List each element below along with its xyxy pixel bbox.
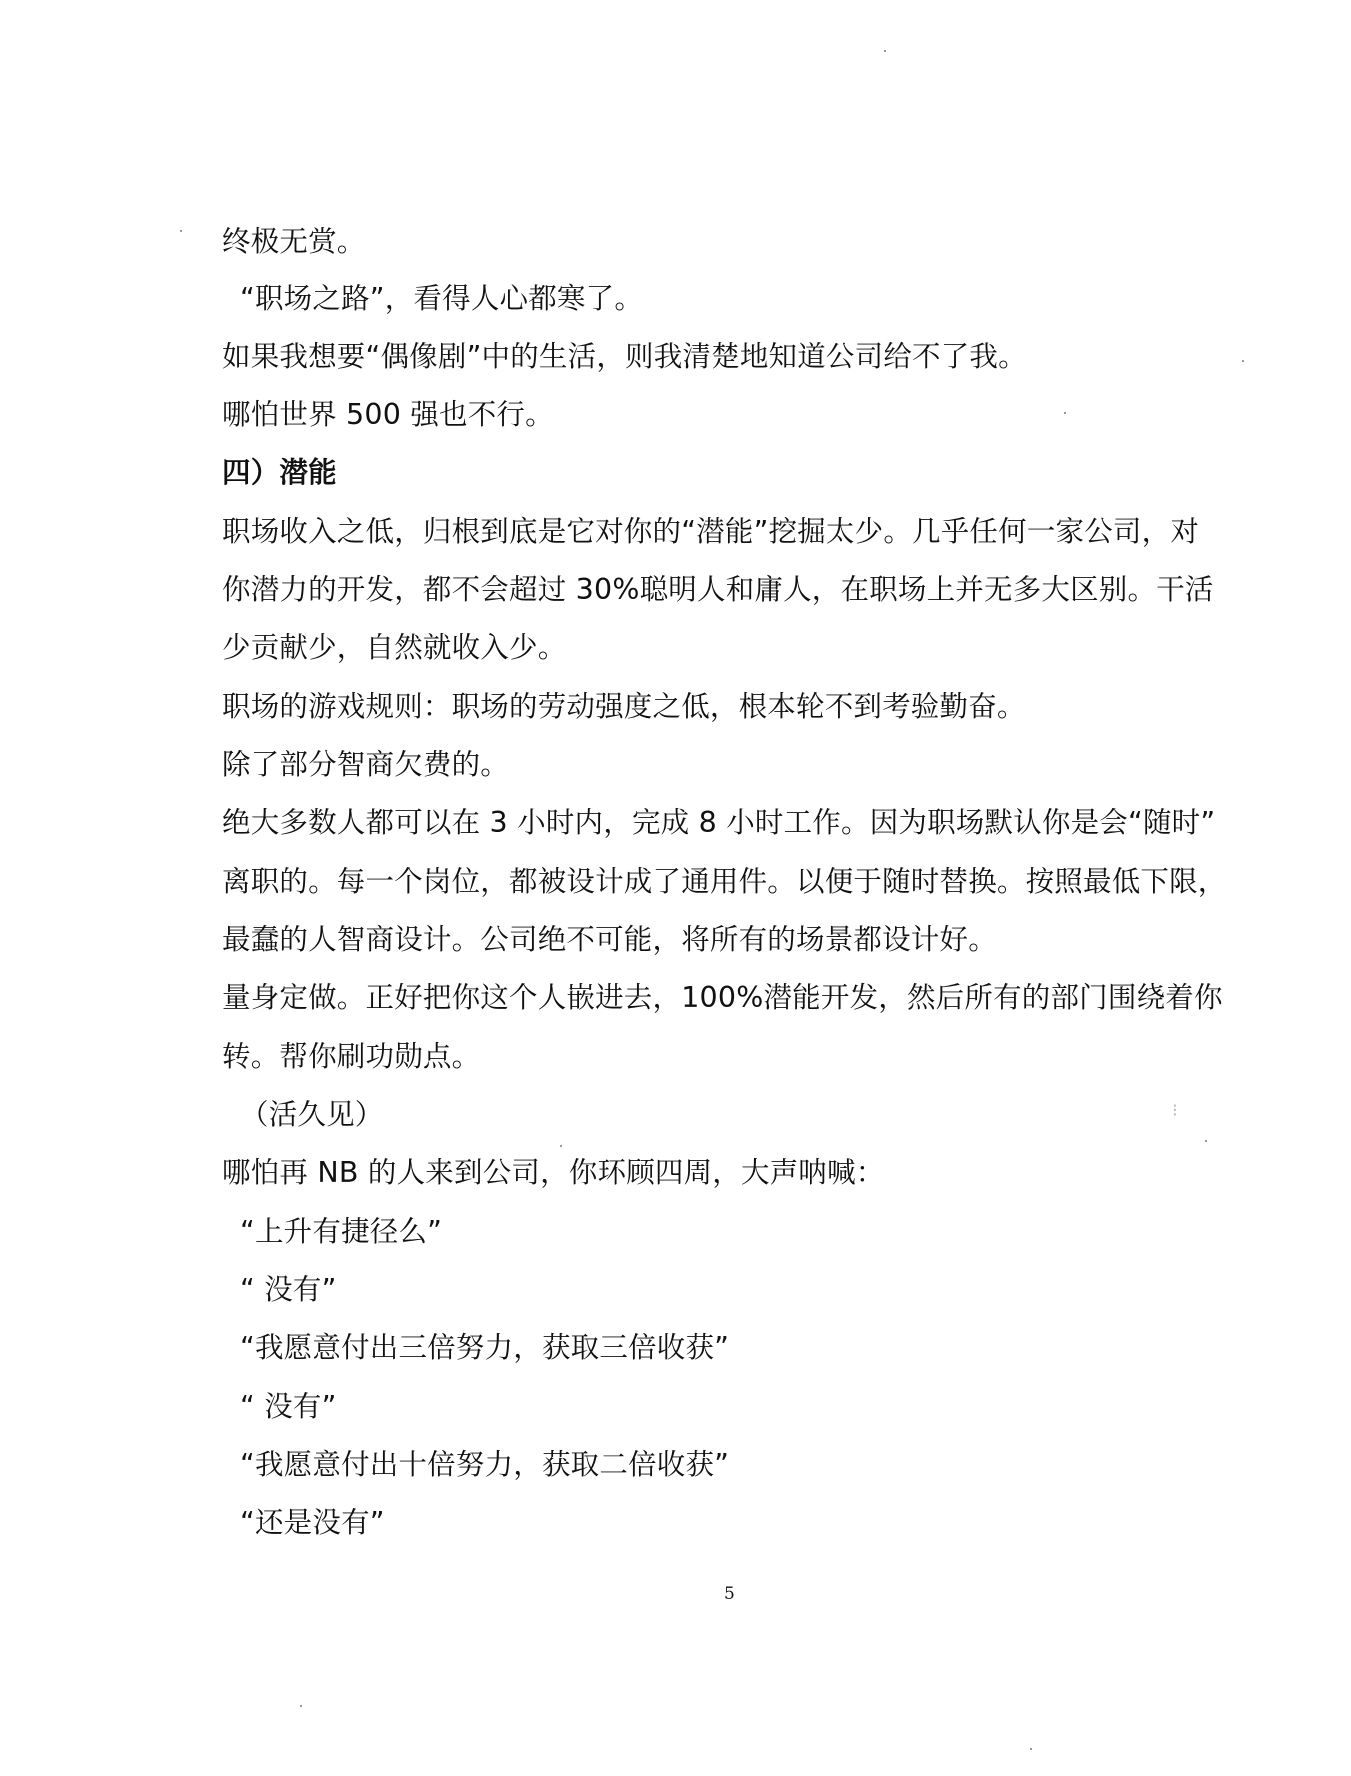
scan-speck xyxy=(1064,412,1066,414)
text-line: （活久见） xyxy=(240,1098,384,1131)
dialogue-line: “上升有捷径么” xyxy=(240,1215,443,1248)
text-line: 哪怕世界 500 强也不行。 xyxy=(222,398,554,431)
text-line: 最蠢的人智商设计。公司绝不可能，将所有的场景都设计好。 xyxy=(222,923,997,956)
text-line: “职场之路”，看得人心都寒了。 xyxy=(240,282,644,315)
text-line: 绝大多数人都可以在 3 小时内，完成 8 小时工作。因为职场默认你是会“随时” xyxy=(222,806,1216,839)
scan-smudge: ⁝ xyxy=(1172,1100,1178,1121)
scan-speck xyxy=(884,50,886,52)
scan-speck xyxy=(1242,360,1244,362)
text-line: 职场的游戏规则：职场的劳动强度之低，根本轮不到考验勤奋。 xyxy=(222,690,1026,723)
text-line: 少贡献少，自然就收入少。 xyxy=(222,631,567,664)
scan-speck xyxy=(180,230,182,232)
dialogue-line: “ 没有” xyxy=(240,1273,337,1306)
section-heading: 四）潜能 xyxy=(222,456,337,489)
scan-speck xyxy=(560,1145,562,1147)
dialogue-line: “还是没有” xyxy=(240,1506,385,1539)
scan-speck xyxy=(300,1705,302,1707)
scan-speck xyxy=(1205,1140,1207,1142)
scan-speck xyxy=(1030,1748,1032,1750)
text-line: 你潜力的开发，都不会超过 30%聪明人和庸人，在职场上并无多大区别。干活 xyxy=(222,573,1214,606)
text-line: 职场收入之低，归根到底是它对你的“潜能”挖掘太少。几乎任何一家公司，对 xyxy=(222,515,1200,548)
dialogue-line: “我愿意付出十倍努力，获取二倍收获” xyxy=(240,1448,730,1481)
text-line: 如果我想要“偶像剧”中的生活，则我清楚地知道公司给不了我。 xyxy=(222,340,1027,373)
text-line: 量身定做。正好把你这个人嵌进去，100%潜能开发，然后所有的部门围绕着你 xyxy=(222,981,1223,1014)
text-line: 转。帮你刷功勋点。 xyxy=(222,1040,481,1073)
text-line: 哪怕再 NB 的人来到公司，你环顾四周，大声呐喊： xyxy=(222,1156,885,1189)
text-line: 离职的。每一个岗位，都被设计成了通用件。以便于随时替换。按照最低下限， xyxy=(222,865,1227,898)
dialogue-line: “我愿意付出三倍努力，获取三倍收获” xyxy=(240,1331,730,1364)
text-line: 除了部分智商欠费的。 xyxy=(222,748,510,781)
page-number: 5 xyxy=(724,1584,735,1604)
text-line: 终极无赏。 xyxy=(222,225,366,258)
dialogue-line: “ 没有” xyxy=(240,1390,337,1423)
